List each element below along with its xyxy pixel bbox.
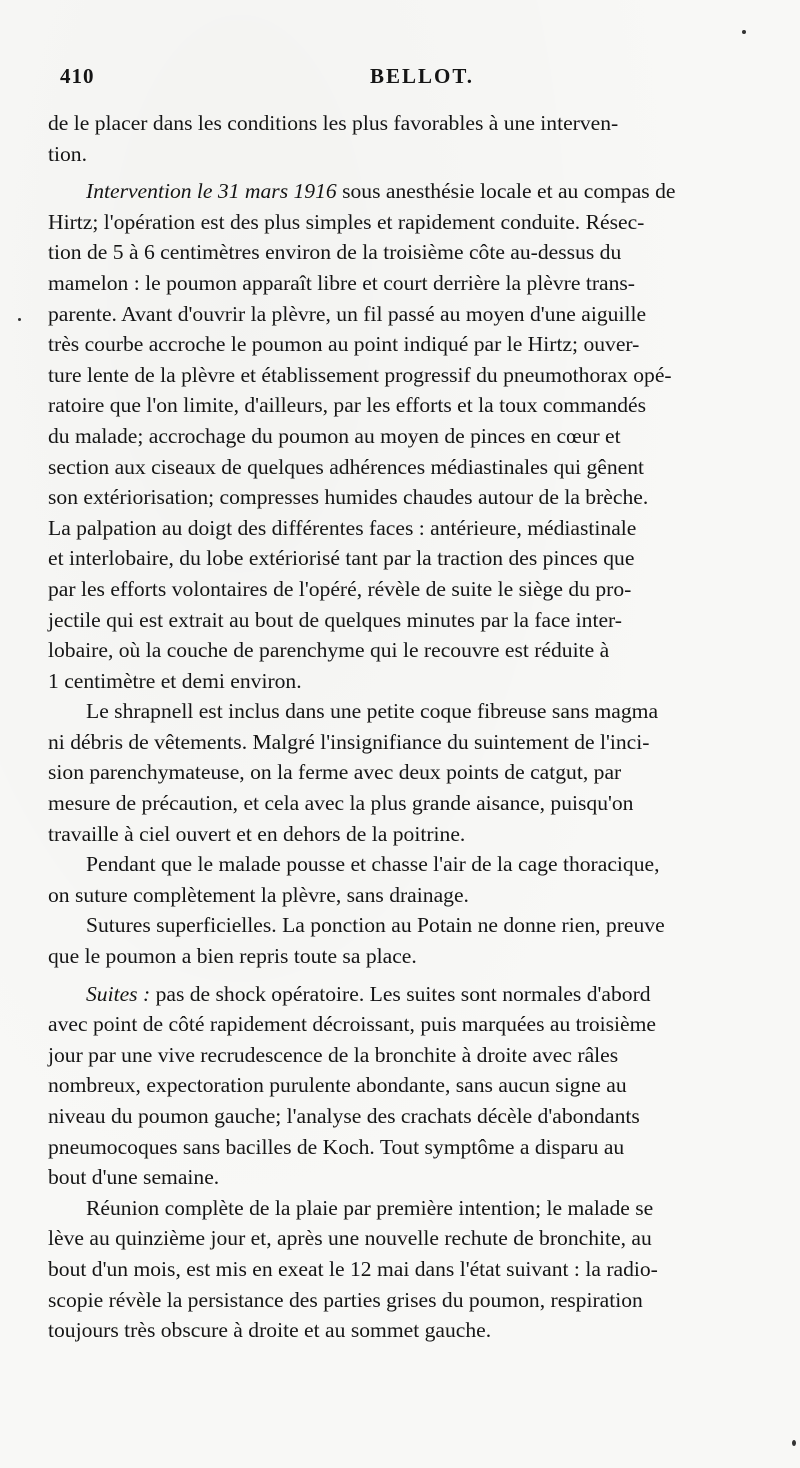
page-number: 410 (60, 64, 95, 88)
paragraph-lead-suites: Suites : (86, 981, 151, 1006)
ink-speck (742, 30, 746, 34)
paragraph-suites (48, 979, 756, 1193)
ink-speck (792, 1440, 796, 1446)
paragraph-lead-intervention: Intervention le 31 mars 1916 (86, 179, 337, 204)
paragraph-suture (48, 849, 756, 910)
paragraph-text: Sutures superficielles. La ponction au Potain ne donne rien, preuve que le poumon a bien repris toute sa place. (48, 913, 665, 969)
paragraph-text: sous anesthésie locale et au compas de Hirtz; l'opération est des plus simples et rapidement conduite. Résec- tion de 5 à 6 centimètres environ de la troisième côte au-dessus du mamelon : le poumon apparaît libre et court derrière la plèvre trans- parente. Avant d'ouvrir la plèvre, un fil passé au moyen d'une aiguille très courbe accroche le poumon au point indiqué par le Hirtz; ouver- ture lente de la plèvre et établissement progressif du pneumothorax opé- ratoire que l'on limite, d'ailleurs, par les efforts et la toux commandés du malade; accrochage du poumon au moyen de pinces en cœur et section aux ciseaux de quelques adhérences médiastinales qui gênent son extériorisation; compresses humides chaudes autour de la brèche. La palpation au doigt des différentes faces : antérieure, médiastinale et interlobaire, du lobe extériorisé tant par la traction des pinces que par les efforts volontaires de l'opéré, révèle de suite le siège du pro- jectile qui est extrait au bout de quelques minutes par la face inter- lobaire, où la couche de parenchyme qui le recouvre est réduite à 1 centimètre et demi environ. (48, 179, 676, 693)
body-text (48, 108, 756, 1346)
page-header (60, 64, 760, 94)
paragraph-text: pas de shock opératoire. Les suites sont normales d'abord avec point de côté rapidement décroissant, puis marquées au troisième jour par une vive recrudescence de la bronchite à droite avec râles nombreux, expectoration purulente abondante, sans aucun signe au niveau du poumon gauche; l'analyse des crachats décèle d'abondants pneumocoques sans bacilles de Koch. Tout symptôme a disparu au bout d'une semaine. (48, 981, 657, 1190)
paragraph-continuation (48, 108, 756, 169)
paragraph-text: Pendant que le malade pousse et chasse l'air de la cage thoracique, on suture complètement la plèvre, sans drainage. (48, 852, 660, 907)
paragraph-intervention (48, 176, 756, 696)
paragraph-text: de le placer dans les conditions les plus favorables à une interven- tion. (48, 111, 619, 166)
ink-speck (18, 318, 21, 321)
paragraph-text: Réunion complète de la plaie par première intention; le malade se lève au quinzième jour et, après une nouvelle rechute de bronchite, au bout d'un mois, est mis en exeat le 12 mai dans l'état suivant : la radio- scopie révèle la persistance des parties grises du poumon, respiration toujours très obscure à droite et au sommet gauche. (48, 1195, 658, 1343)
running-head: BELLOT. (370, 64, 475, 88)
paragraph-sutures (48, 910, 756, 971)
paragraph-reunion (48, 1193, 756, 1346)
paragraph-text: Le shrapnell est inclus dans une petite coque fibreuse sans magma ni débris de vêtements. Malgré l'insignifiance du suintement de l'inci- sion parenchymateuse, on la ferme avec deux points de catgut, par mesure de précaution, et cela avec la plus grande aisance, puisqu'on travaille à ciel ouvert et en dehors de la poitrine. (48, 699, 659, 846)
paragraph-shrapnell (48, 696, 756, 849)
